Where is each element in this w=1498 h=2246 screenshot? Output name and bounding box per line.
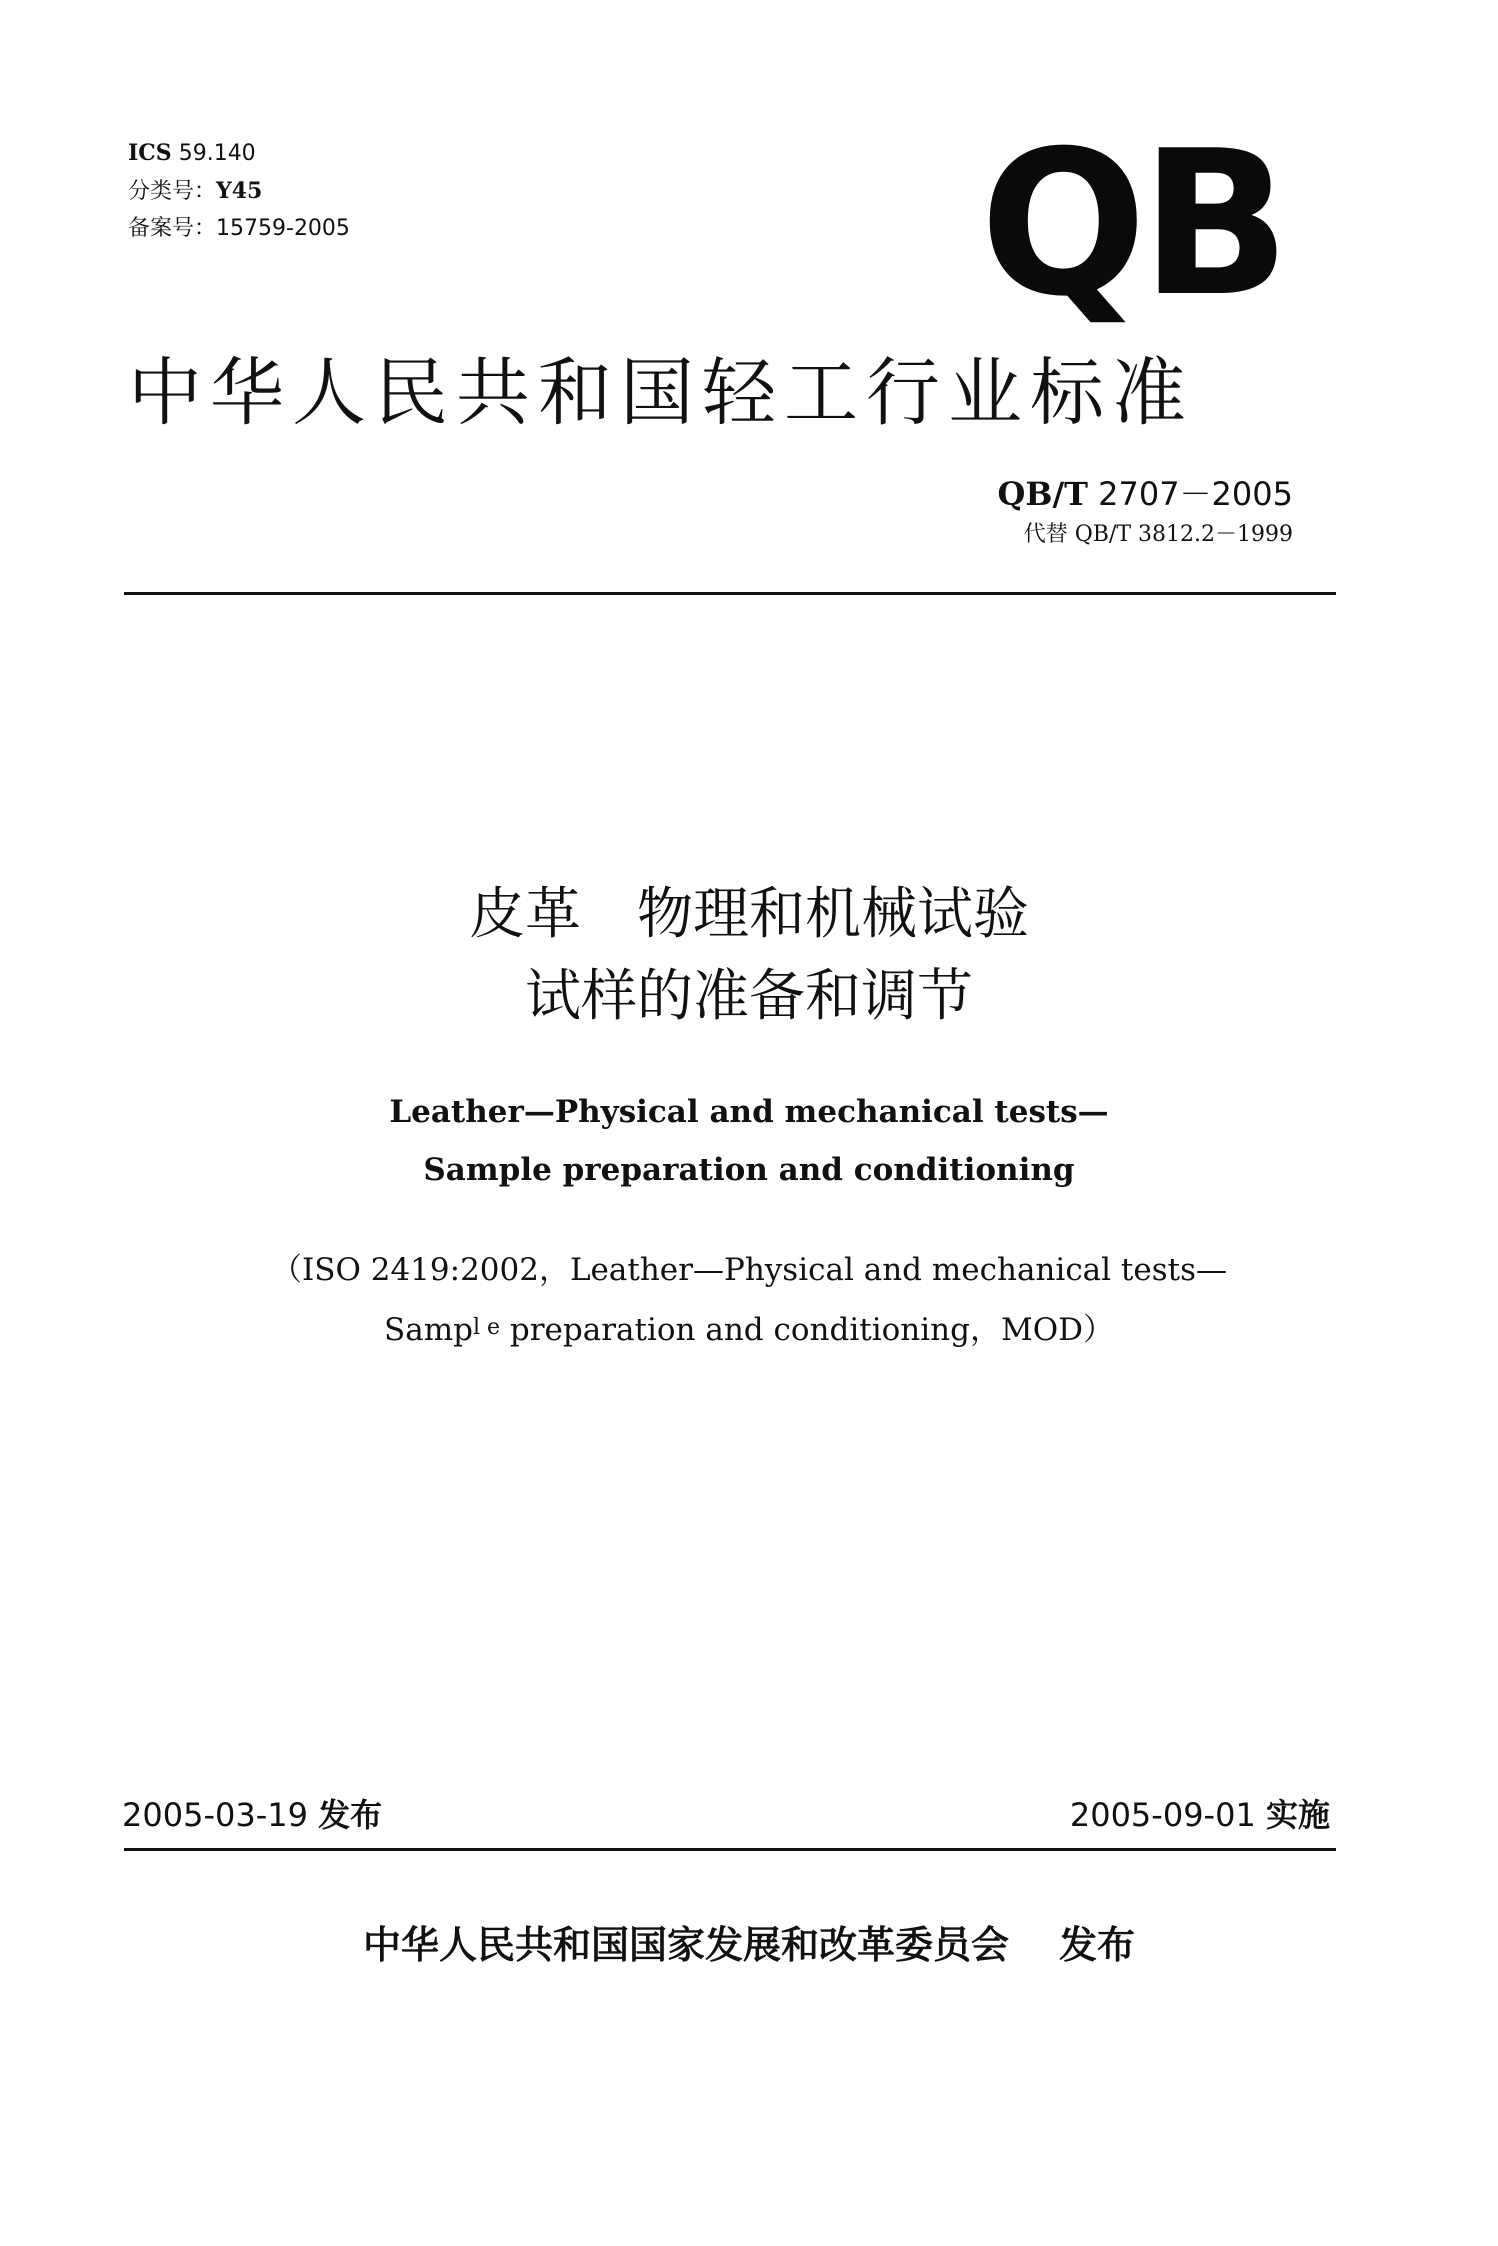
record-label: 备案号： bbox=[128, 216, 217, 241]
publisher-line bbox=[0, 1920, 1498, 1970]
iso-reference-line2 bbox=[0, 1308, 1498, 1350]
issue-date bbox=[122, 1795, 382, 1835]
footer-divider bbox=[124, 1848, 1336, 1851]
record-value: 15759-2005 bbox=[216, 216, 350, 241]
standard-number bbox=[998, 474, 1293, 514]
ics-label: ICS bbox=[128, 140, 172, 166]
record-line bbox=[128, 214, 350, 244]
cn-title-line1: 皮革 物理和机械试验 bbox=[469, 882, 1029, 947]
iso-line2-start: Samp bbox=[383, 1312, 473, 1348]
publisher-name: 中华人民共和国国家发展和改革委员会 bbox=[362, 1923, 1009, 1967]
standard-code: 2707－2005 bbox=[1098, 475, 1293, 513]
standard-prefix: QB/T bbox=[997, 475, 1088, 513]
iso-reference-line1: （ISO 2419:2002，Leather—Physical and mechanical tests— bbox=[270, 1252, 1228, 1288]
cn-title-line2: 试样的准备和调节 bbox=[525, 964, 973, 1029]
publish-label: 发布 bbox=[1059, 1923, 1136, 1967]
impl-label: 实施 bbox=[1265, 1796, 1330, 1834]
industry-title: 中华人民共和国轻工行业标准 bbox=[128, 350, 1194, 436]
en-title-line2: Sample preparation and conditioning bbox=[423, 1152, 1075, 1188]
iso-line2-smudge: l e bbox=[472, 1315, 501, 1340]
class-value: Y45 bbox=[216, 178, 263, 204]
issue-label: 发布 bbox=[318, 1796, 383, 1834]
implementation-date bbox=[1070, 1795, 1330, 1835]
issue-date-value: 2005-03-19 bbox=[122, 1796, 308, 1834]
qb-logo: QB bbox=[980, 108, 1285, 341]
ics-value: 59.140 bbox=[178, 141, 256, 166]
header-divider bbox=[124, 592, 1336, 595]
class-label: 分类号： bbox=[128, 179, 217, 204]
impl-date-value: 2005-09-01 bbox=[1069, 1796, 1256, 1834]
replaces-note: 代替 QB/T 3812.2－1999 bbox=[1023, 522, 1293, 547]
iso-line2-rest: preparation and conditioning，MOD） bbox=[500, 1312, 1114, 1348]
en-title-line1: Leather—Physical and mechanical tests— bbox=[389, 1094, 1109, 1130]
ics-line bbox=[128, 138, 256, 169]
class-line bbox=[128, 176, 262, 207]
